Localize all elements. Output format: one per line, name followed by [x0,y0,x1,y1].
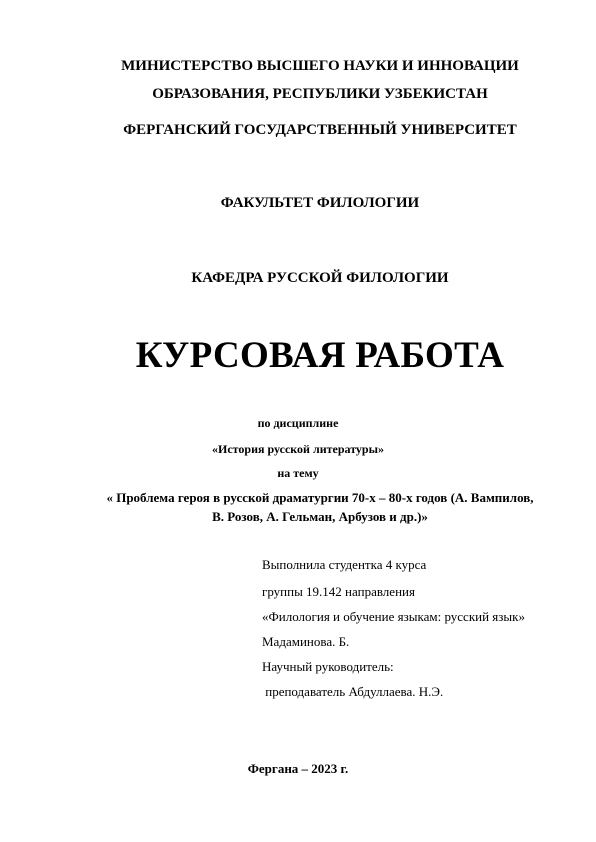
university-name: ФЕРГАНСКИЙ ГОСУДАРСТВЕННЫЙ УНИВЕРСИТЕТ [123,122,517,138]
city-year: Фергана – 2023 г. [247,761,349,776]
author-name: Мадаминова. Б. [262,634,350,649]
discipline-name: «История русской литературы» [212,442,384,456]
discipline-label: по дисциплине [257,416,339,430]
ministry-line-1: МИНИСТЕРСТВО ВЫСШЕГО НАУКИ И ИННОВАЦИИ [121,58,519,74]
department-name: КАФЕДРА РУССКОЙ ФИЛОЛОГИИ [191,270,449,286]
supervisor-label: Научный руководитель: [262,659,394,674]
supervisor-name: преподаватель Абдуллаева. Н.Э. [262,684,444,699]
author-info-line-1: Выполнила студентка 4 курса [262,557,427,572]
author-info-line-3: «Филология и обучение языкам: русский язык» [262,609,525,624]
faculty-name: ФАКУЛЬТЕТ ФИЛОЛОГИИ [220,195,420,211]
topic-line-1: « Проблема героя в русской драматургии 70-х – 80-х годов (А. Вампилов, [106,490,534,505]
topic-line-2: В. Розов, А. Гельман, Арбузов и др.)» [212,509,428,524]
ministry-line-2: ОБРАЗОВАНИЯ, РЕСПУБЛИКИ УЗБЕКИСТАН [152,86,488,102]
document-title: КУРСОВАЯ РАБОТА [135,335,505,376]
author-info-line-2: группы 19.142 направления [262,584,415,599]
topic-label: на тему [277,466,319,480]
